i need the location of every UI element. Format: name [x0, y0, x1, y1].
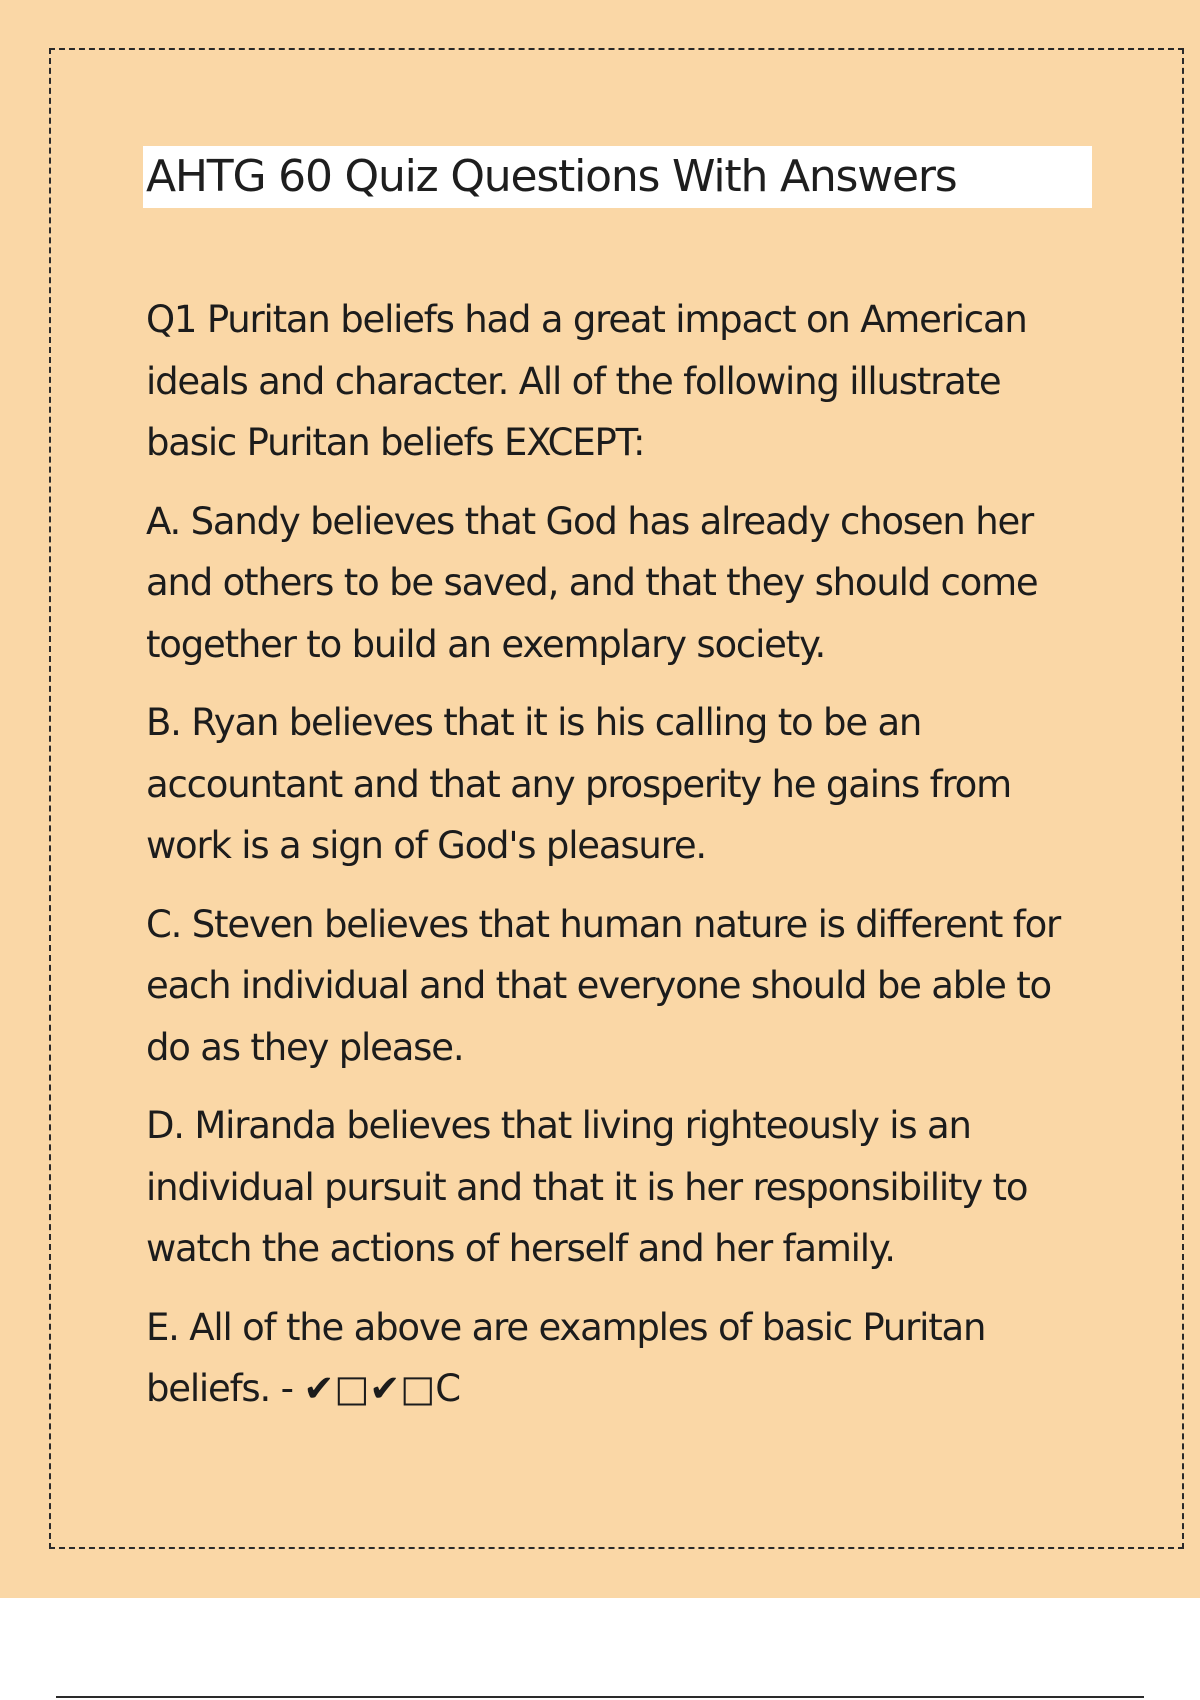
option-c: C. Steven believes that human nature is different for each individual and that everyone should be able to do as they please.	[146, 902, 1061, 1069]
option-a: A. Sandy believes that God has already chosen her and others to be saved, and that they should come together to build an exemplary society.	[146, 499, 1038, 666]
option-e-text: E. All of the above are examples of basic Puritan beliefs. -	[146, 1305, 986, 1410]
bottom-divider	[56, 1696, 1144, 1698]
option-d: D. Miranda believes that living righteously is an individual pursuit and that it is her responsibility to watch the actions of herself and her family.	[146, 1104, 1028, 1270]
option-e	[146, 1297, 1096, 1420]
option-b: B. Ryan believes that it is his calling to be an accountant and that any prosperity he gains from work is a sign of God's pleasure.	[146, 701, 1011, 867]
answer-marks: ✔□✔□C	[303, 1367, 462, 1410]
page-title: AHTG 60 Quiz Questions With Answers	[146, 151, 957, 202]
title-box	[143, 146, 1092, 208]
question-text: Q1 Puritan beliefs had a great impact on American ideals and character. All of the following illustrate basic Puritan beliefs EXCEPT:	[146, 298, 1027, 464]
question-content	[146, 289, 1096, 1437]
